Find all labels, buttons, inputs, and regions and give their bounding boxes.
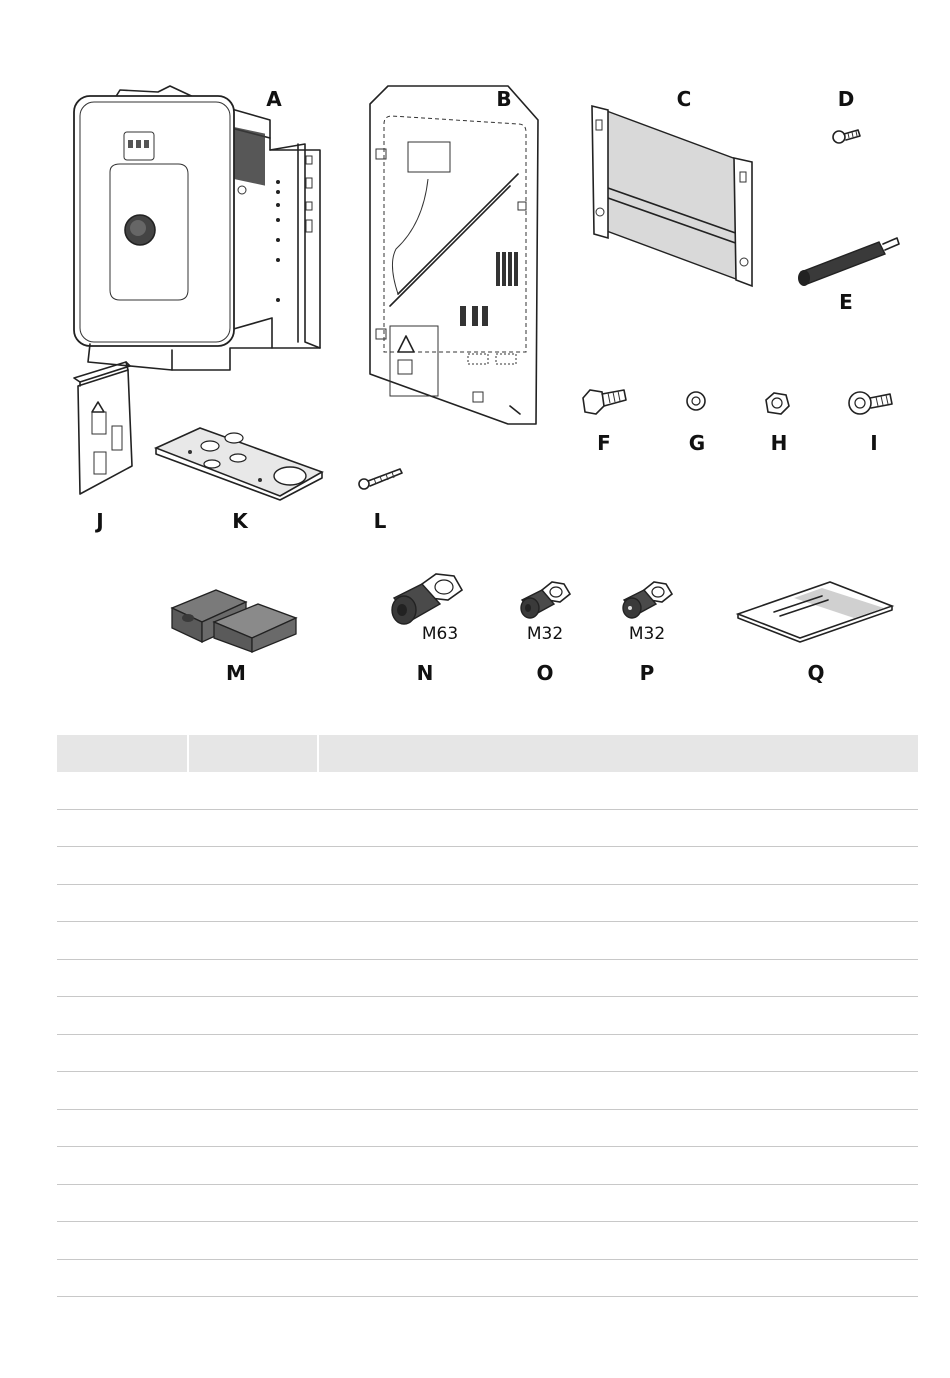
table-cell xyxy=(315,997,918,1034)
table-cell xyxy=(315,960,918,997)
label-P: P xyxy=(639,661,655,685)
wood-screw-illustration xyxy=(356,463,406,493)
table-cell xyxy=(315,772,918,809)
label-A: A xyxy=(266,87,282,111)
cable-gland-M32-illustration xyxy=(518,580,572,620)
table-row xyxy=(57,997,918,1035)
table-row xyxy=(57,1110,918,1148)
table-cell xyxy=(187,1260,315,1297)
grounding-screw-illustration xyxy=(846,386,894,420)
table-cell xyxy=(187,810,315,847)
label-L: L xyxy=(373,509,387,533)
label-Q: Q xyxy=(807,661,825,685)
table-cell xyxy=(187,960,315,997)
protective-cover-illustration xyxy=(68,356,140,496)
label-D: D xyxy=(837,87,855,111)
table-row xyxy=(57,810,918,848)
table-row xyxy=(57,1260,918,1298)
documentation-illustration xyxy=(734,578,896,644)
label-O: O xyxy=(536,661,554,685)
table-row xyxy=(57,1147,918,1185)
table-row xyxy=(57,847,918,885)
table-cell xyxy=(315,1147,918,1184)
cable-gland-M63-illustration xyxy=(388,570,466,626)
label-K: K xyxy=(232,509,248,533)
size-N: M63 xyxy=(421,624,459,644)
washer-illustration xyxy=(684,390,708,412)
size-P: M32 xyxy=(628,624,666,644)
hex-bolt-illustration xyxy=(580,384,628,420)
header-cell-quantity xyxy=(189,735,319,772)
label-I: I xyxy=(870,431,878,455)
table-cell xyxy=(57,1072,187,1109)
table-cell xyxy=(187,1072,315,1109)
table-cell xyxy=(187,1185,315,1222)
small-screw-illustration xyxy=(830,124,864,146)
label-C: C xyxy=(676,87,692,111)
table-cell xyxy=(315,922,918,959)
inverter-illustration xyxy=(60,80,330,380)
table-cell xyxy=(315,885,918,922)
table-cell xyxy=(187,772,315,809)
handle-illustration xyxy=(795,230,900,290)
table-cell xyxy=(187,1222,315,1259)
table-row xyxy=(57,1185,918,1223)
table-cell xyxy=(315,847,918,884)
ferrite-cores-illustration xyxy=(166,578,306,654)
table-cell xyxy=(57,1222,187,1259)
table-cell xyxy=(187,922,315,959)
scope-of-delivery-table xyxy=(57,735,918,1297)
hex-nut-illustration xyxy=(762,390,792,418)
table-cell xyxy=(315,1222,918,1259)
table-cell xyxy=(57,1185,187,1222)
table-row xyxy=(57,885,918,923)
table-cell xyxy=(315,1110,918,1147)
size-O: M32 xyxy=(526,624,564,644)
table-cell xyxy=(57,810,187,847)
table-cell xyxy=(57,922,187,959)
table-header xyxy=(57,735,918,772)
table-row xyxy=(57,1072,918,1110)
label-E: E xyxy=(839,290,853,314)
table-body xyxy=(57,772,918,1297)
table-cell xyxy=(57,847,187,884)
table-cell xyxy=(187,885,315,922)
label-G: G xyxy=(688,431,706,455)
table-cell xyxy=(187,847,315,884)
table-cell xyxy=(57,1035,187,1072)
table-cell xyxy=(315,1035,918,1072)
table-cell xyxy=(187,1110,315,1147)
table-cell xyxy=(57,997,187,1034)
table-row xyxy=(57,1035,918,1073)
table-cell xyxy=(187,1147,315,1184)
table-cell xyxy=(57,1147,187,1184)
drilling-template-illustration xyxy=(368,84,548,429)
table-cell xyxy=(57,1110,187,1147)
label-B: B xyxy=(496,87,512,111)
cable-gland-M32-small-illustration xyxy=(620,580,674,620)
label-N: N xyxy=(416,661,434,685)
table-row xyxy=(57,960,918,998)
table-cell xyxy=(315,810,918,847)
cable-entry-plate-illustration xyxy=(150,424,330,500)
table-cell xyxy=(315,1072,918,1109)
label-F: F xyxy=(597,431,611,455)
label-M: M xyxy=(226,661,246,685)
label-J: J xyxy=(96,509,104,533)
table-row xyxy=(57,1222,918,1260)
table-cell xyxy=(187,1035,315,1072)
table-row xyxy=(57,772,918,810)
header-cell-position xyxy=(57,735,189,772)
table-cell xyxy=(57,772,187,809)
table-cell xyxy=(57,885,187,922)
header-cell-designation xyxy=(319,735,918,772)
table-row xyxy=(57,922,918,960)
label-H: H xyxy=(770,431,788,455)
table-cell xyxy=(315,1260,918,1297)
table-cell xyxy=(57,960,187,997)
wall-mounting-bracket-illustration xyxy=(584,102,764,288)
table-cell xyxy=(187,997,315,1034)
table-cell xyxy=(57,1260,187,1297)
table-cell xyxy=(315,1185,918,1222)
